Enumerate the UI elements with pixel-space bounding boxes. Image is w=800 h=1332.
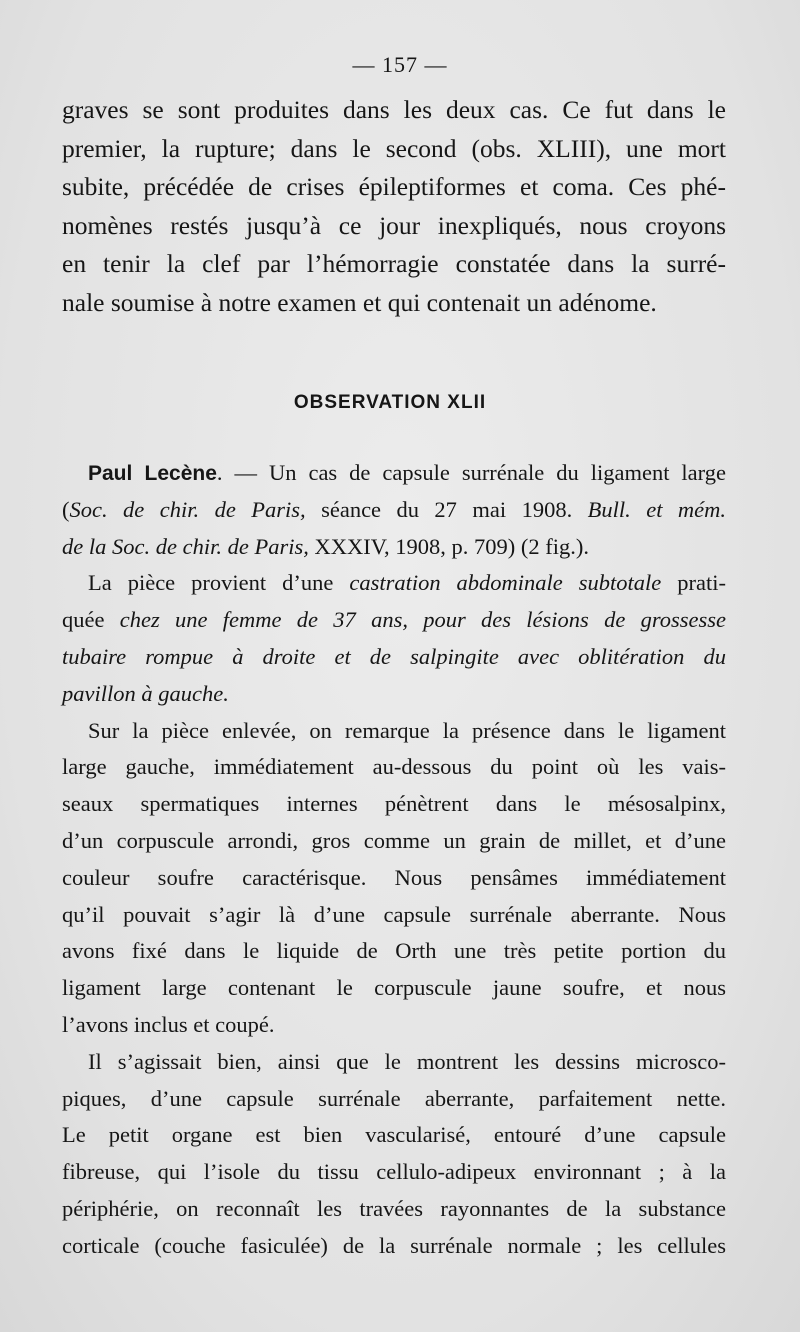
text-line: avons fixé dans le liquide de Orth une très petite portion du [62, 938, 726, 964]
volume-info: XXXIV, 1908, p. 709) (2 fig.). [308, 533, 590, 559]
text-line: corticale (couche fasiculée) de la surrénale normale ; les cellules [62, 1232, 726, 1258]
reference-line [62, 529, 726, 566]
reference-line [62, 492, 726, 529]
text-line: subite, précédée de crises épileptiformes et coma. Ces phé- [62, 172, 726, 201]
text-line [62, 565, 726, 602]
bulletin-name: Bull. et mém. [587, 496, 727, 522]
emphasis: pavillon à gauche. [62, 680, 229, 706]
intro-paragraph [62, 91, 726, 322]
meeting-date: séance du 27 mai 1908. [305, 496, 588, 522]
text-line: seaux spermatiques internes pénètrent dans le mésosalpinx, [62, 791, 726, 817]
observation-heading: OBSERVATION XLII [293, 392, 487, 413]
text-line: qu’il pouvait s’agir là d’une capsule surrénale aberrante. Nous [62, 901, 726, 927]
text-line: large gauche, immédiatement au-dessous du point où les vais- [62, 754, 726, 780]
text-line: en tenir la clef par l’hémorragie constatée dans la surré- [62, 249, 726, 278]
text-run: La pièce provient d’une [88, 570, 350, 596]
emphasis: tubaire rompue à droite et de salpingite avec oblitération du [62, 643, 726, 669]
text-line: Sur la pièce enlevée, on remarque la présence dans le ligament [88, 717, 726, 743]
text-line: piques, d’une capsule surrénale aberrante, parfaitement nette. [62, 1085, 726, 1111]
text-line: d’un corpuscule arrondi, gros comme un grain de millet, et d’une [62, 827, 726, 853]
text-line [62, 639, 726, 676]
text-line: nomènes restés jusqu’à ce jour inexpliqués, nous croyons [62, 210, 726, 240]
text-line [62, 676, 726, 713]
emphasis: castration abdominale subtotale [349, 570, 662, 596]
text-line: premier, la rupture; dans le second (obs. XLIII), une mort [62, 133, 726, 163]
text-run: quée [62, 607, 120, 633]
text-run: prati- [661, 570, 726, 596]
text-line: couleur soufre caractérisque. Nous pensâmes immédiatement [62, 864, 726, 890]
journal-name: Soc. de chir. de Paris, [69, 496, 306, 522]
reference-title: . — Un cas de capsule surrénale du ligament large [216, 460, 726, 485]
text-line: Il s’agissait bien, ainsi que le montrent les dessins microsco- [88, 1048, 726, 1074]
text-line: nale soumise à notre examen et qui contenait un adénome. [62, 287, 657, 317]
journal-name: de la Soc. de chir. de Paris, [62, 533, 309, 559]
text-line: fibreuse, qui l’isole du tissu cellulo-adipeux environnant ; à la [62, 1159, 726, 1185]
observation-body [62, 455, 726, 1265]
emphasis: chez une femme de 37 ans, pour des lésions de grossesse [119, 607, 726, 633]
text-line: ligament large contenant le corpuscule jaune soufre, et nous [62, 975, 726, 1001]
text-line: Le petit organe est bien vascularisé, entouré d’une capsule [62, 1122, 726, 1148]
text-line: graves se sont produites dans les deux cas. Ce fut dans le [62, 95, 726, 124]
text-line: l’avons inclus et coupé. [62, 1011, 275, 1037]
page-number: — 157 — [352, 52, 448, 77]
text-line: périphérie, on reconnaît les travées rayonnantes de la substance [62, 1195, 726, 1221]
paren: ( [62, 496, 70, 522]
reference-line [62, 455, 726, 492]
text-line [62, 602, 726, 639]
author-name: Paul Lecène [88, 462, 217, 485]
